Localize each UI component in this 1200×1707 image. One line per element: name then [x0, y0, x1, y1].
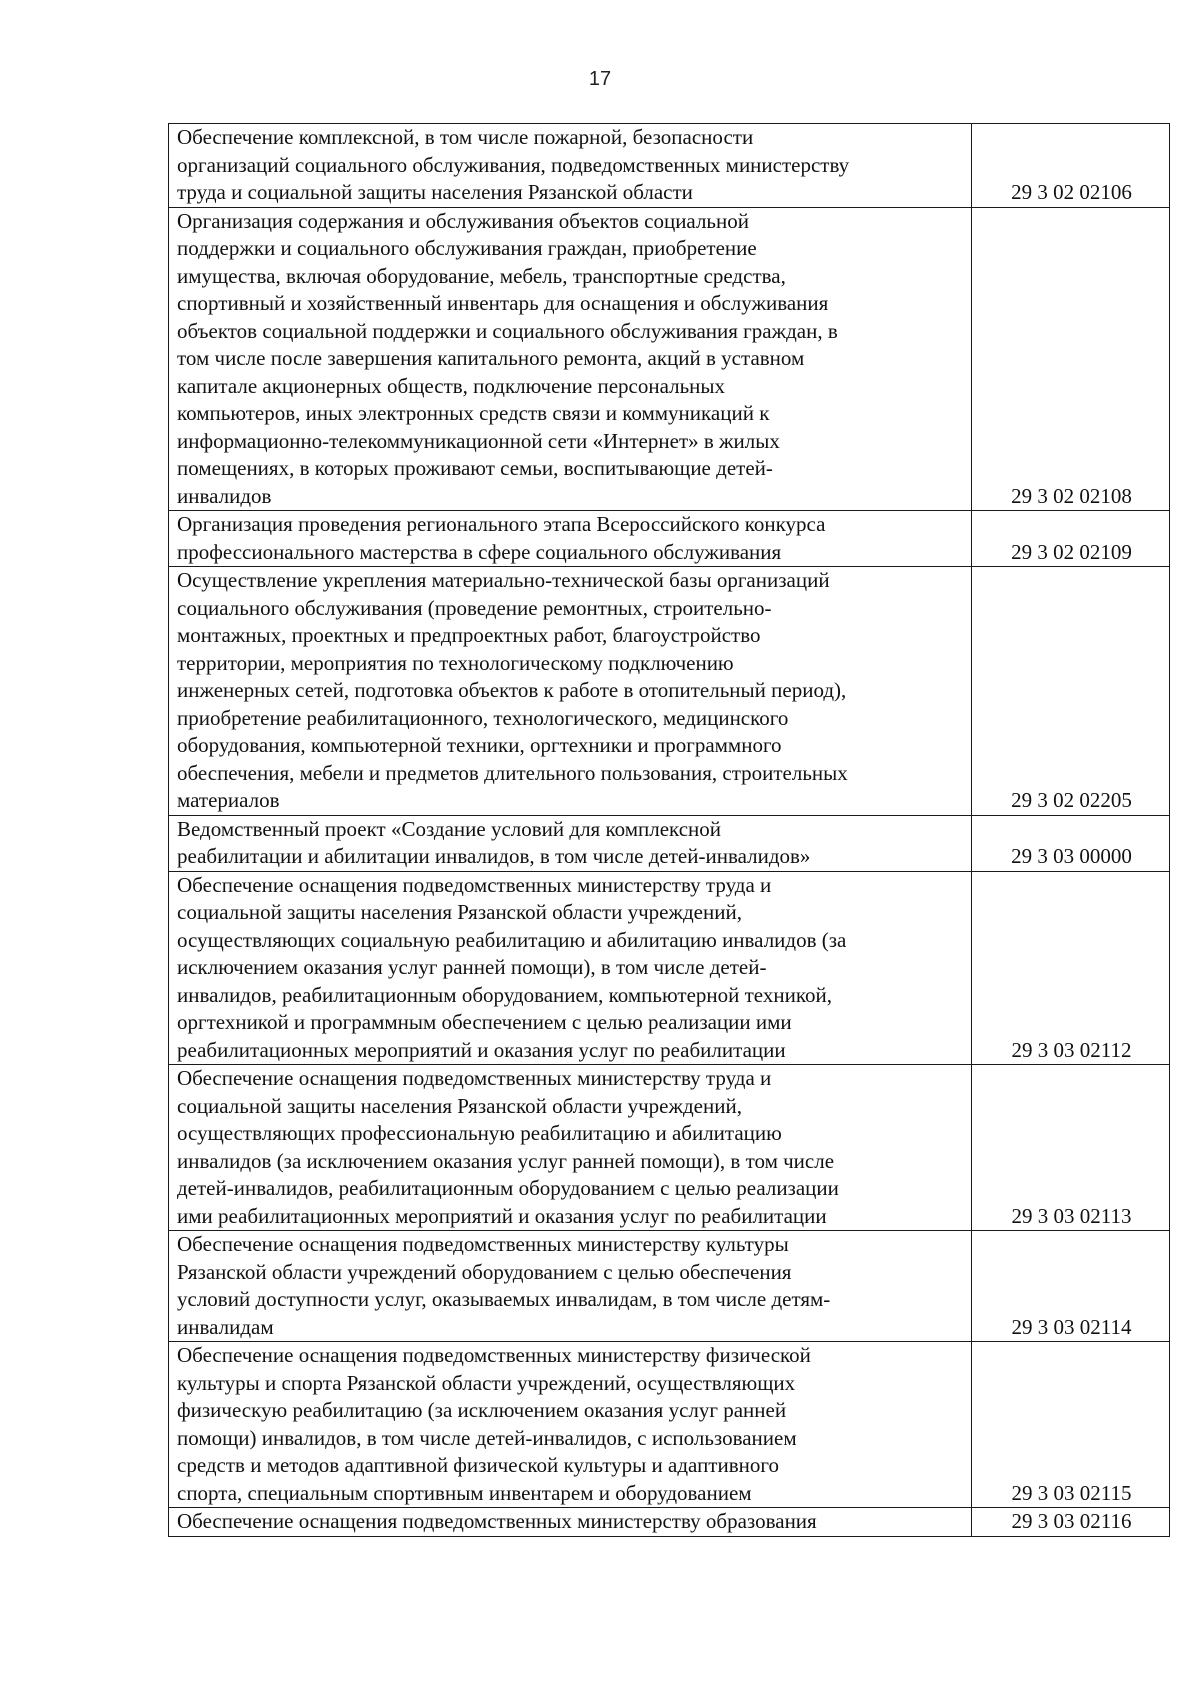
table-row	[169, 1342, 1170, 1508]
row-description	[169, 567, 972, 816]
description-line: объектов социальной поддержки и социального обслуживания граждан, в	[177, 318, 838, 343]
description-line: приобретение реабилитационного, технологического, медицинского	[177, 705, 789, 730]
description-line: Обеспечение оснащения подведомственных министерству культуры	[177, 1232, 789, 1256]
row-code: 29 3 03 02114	[972, 1231, 1170, 1342]
row-description	[169, 815, 972, 871]
description-line: оргтехникой и программным обеспечением с целью реализации ими	[177, 1010, 792, 1034]
description-line: информационно-телекоммуникационной сети «Интернет» в жилых	[177, 428, 780, 453]
description-line: имущества, включая оборудование, мебель, транспортные средства,	[177, 263, 786, 288]
description-line: Ведомственный проект «Создание условий для комплексной	[177, 816, 722, 841]
description-line: спорта, специальным спортивным инвентарем и оборудованием	[177, 1480, 752, 1505]
description-line: осуществляющих социальную реабилитацию и абилитацию инвалидов (за	[177, 927, 847, 952]
description-line: Обеспечение оснащения подведомственных министерству физической	[177, 1343, 811, 1367]
row-description	[169, 871, 972, 1065]
description-line: труда и социальной защиты населения Рязанской области	[177, 180, 693, 204]
description-line: компьютеров, иных электронных средств связи и коммуникаций к	[177, 401, 770, 425]
row-code: 29 3 02 02108	[972, 207, 1170, 511]
description-line: помещениях, в которых проживают семьи, воспитывающие детей-	[177, 456, 773, 480]
description-line: Обеспечение оснащения подведомственных министерству труда и	[177, 872, 772, 897]
row-code: 29 3 03 02113	[972, 1065, 1170, 1231]
description-line: том числе после завершения капитального ремонта, акций в уставном	[177, 346, 805, 370]
description-line: осуществляющих профессиональную реабилитацию и абилитацию	[177, 1121, 782, 1145]
table-row	[169, 511, 1170, 567]
description-line: ими реабилитационных мероприятий и оказания услуг по реабилитации	[177, 1203, 827, 1228]
description-line: социального обслуживания (проведение ремонтных, строительно-	[177, 595, 772, 620]
description-line: инвалидов, реабилитационным оборудованием, компьютерной техникой,	[177, 982, 832, 1007]
description-line: реабилитации и абилитации инвалидов, в том числе детей-инвалидов»	[177, 844, 811, 868]
description-line: детей-инвалидов, реабилитационным оборудованием с целью реализации	[177, 1176, 839, 1200]
description-line: поддержки и социального обслуживания граждан, приобретение	[177, 236, 757, 260]
description-line: инвалидов (за исключением оказания услуг ранней помощи), в том числе	[177, 1148, 835, 1173]
row-description	[169, 1231, 972, 1342]
description-line: территории, мероприятия по технологическому подключению	[177, 650, 734, 675]
table-row	[169, 1065, 1170, 1231]
description-line: культуры и спорта Рязанской области учреждений, осуществляющих	[177, 1370, 796, 1395]
description-line: инженерных сетей, подготовка объектов к работе в отопительный период),	[177, 678, 847, 702]
row-description	[169, 1342, 972, 1508]
description-line: капитале акционерных обществ, подключение персональных	[177, 373, 726, 398]
description-line: инвалидов	[177, 483, 272, 508]
description-line: Обеспечение оснащения подведомственных министерству труда и	[177, 1066, 772, 1090]
description-line: Обеспечение оснащения подведомственных министерству образования	[177, 1509, 817, 1533]
description-line: спортивный и хозяйственный инвентарь для оснащения и обслуживания	[177, 291, 829, 315]
description-line: монтажных, проектных и предпроектных работ, благоустройство	[177, 623, 761, 647]
row-code: 29 3 03 02116	[972, 1508, 1170, 1537]
table-row	[169, 871, 1170, 1065]
row-code: 29 3 02 02109	[972, 511, 1170, 567]
description-line: условий доступности услуг, оказываемых инвалидам, в том числе детям-	[177, 1287, 831, 1311]
row-description	[169, 207, 972, 511]
description-line: оборудования, компьютерной техники, оргтехники и программного	[177, 733, 782, 757]
row-code: 29 3 02 02205	[972, 567, 1170, 816]
description-line: профессионального мастерства в сфере социального обслуживания	[177, 539, 782, 564]
row-description	[169, 511, 972, 567]
table-row	[169, 1508, 1170, 1537]
row-code: 29 3 03 02115	[972, 1342, 1170, 1508]
description-line: Организация содержания и обслуживания объектов социальной	[177, 208, 749, 233]
row-description	[169, 124, 972, 208]
table-body	[169, 124, 1170, 1537]
table-row	[169, 1231, 1170, 1342]
row-code: 29 3 02 02106	[972, 124, 1170, 208]
table-row	[169, 567, 1170, 816]
description-line: средств и методов адаптивной физической культуры и адаптивного	[177, 1453, 779, 1477]
row-description	[169, 1065, 972, 1231]
budget-classification-table	[168, 123, 1170, 1537]
description-line: обеспечения, мебели и предметов длительного пользования, строительных	[177, 760, 848, 785]
description-line: Рязанской области учреждений оборудованием с целью обеспечения	[177, 1259, 792, 1284]
description-line: материалов	[177, 788, 280, 812]
description-line: социальной защиты населения Рязанской области учреждений,	[177, 900, 742, 924]
description-line: Осуществление укрепления материально-технической базы организаций	[177, 568, 830, 592]
description-line: инвалидам	[177, 1314, 274, 1339]
description-line: физическую реабилитацию (за исключением оказания услуг ранней	[177, 1398, 787, 1422]
description-line: Организация проведения регионального этапа Всероссийского конкурса	[177, 512, 826, 536]
row-description	[169, 1508, 972, 1537]
description-line: Обеспечение комплексной, в том числе пожарной, безопасности	[177, 125, 754, 149]
row-code: 29 3 03 02112	[972, 871, 1170, 1065]
row-code: 29 3 03 00000	[972, 815, 1170, 871]
description-line: помощи) инвалидов, в том числе детей-инвалидов, с использованием	[177, 1425, 797, 1450]
description-line: исключением оказания услуг ранней помощи), в том числе детей-	[177, 955, 767, 979]
page-number: 17	[588, 68, 612, 90]
description-line: социальной защиты населения Рязанской области учреждений,	[177, 1093, 742, 1118]
description-line: реабилитационных мероприятий и оказания услуг по реабилитации	[177, 1037, 786, 1062]
description-line: организаций социального обслуживания, подведомственных министерству	[177, 152, 850, 177]
table-row	[169, 815, 1170, 871]
table-row	[169, 124, 1170, 208]
table-row	[169, 207, 1170, 511]
